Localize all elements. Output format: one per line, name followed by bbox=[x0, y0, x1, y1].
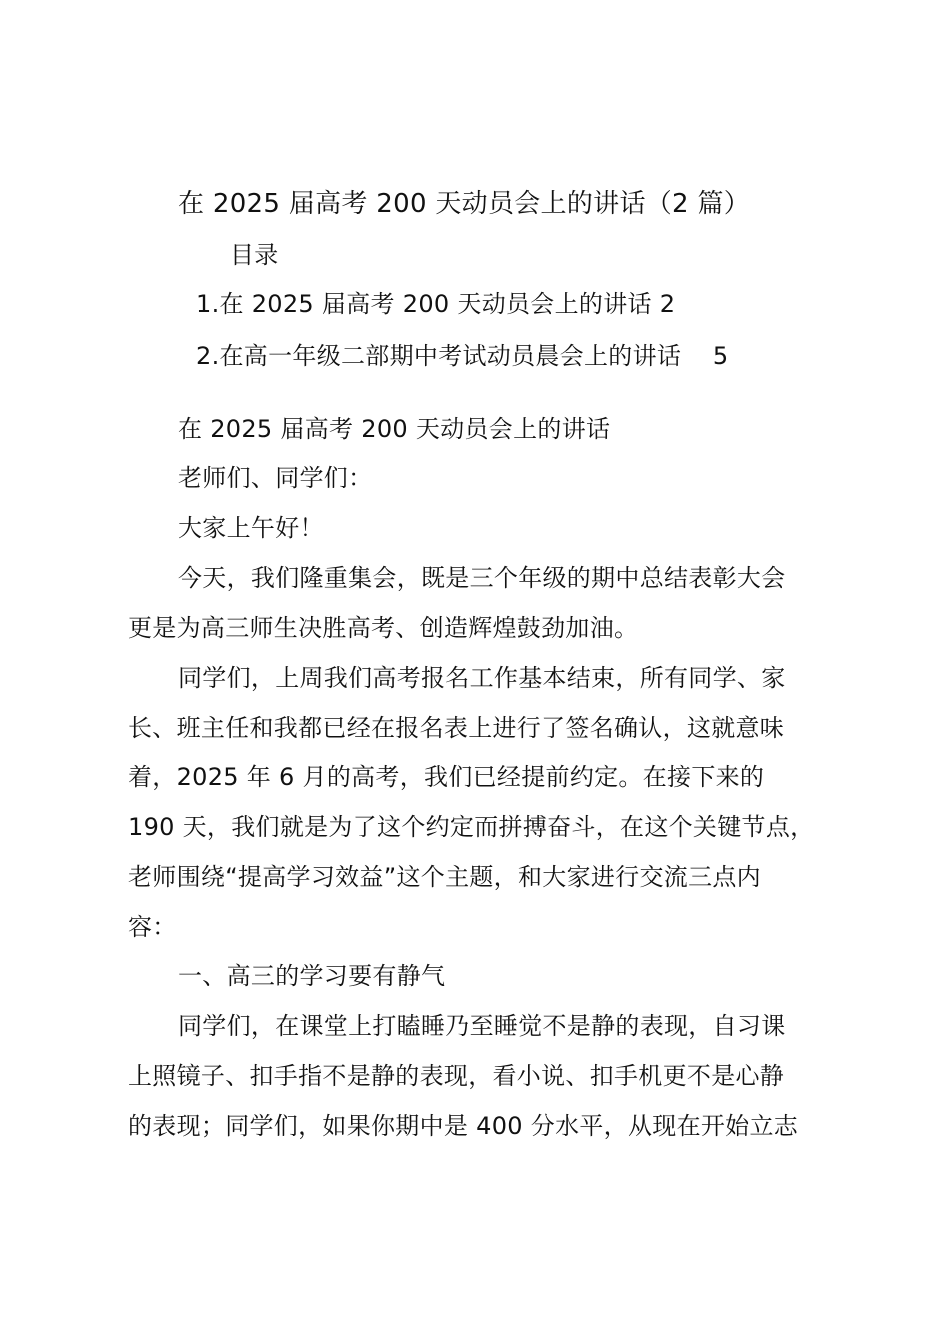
paragraph-line: 上照镜子、扣手指不是静的表现，看小说、扣手机更不是心静 bbox=[128, 1062, 785, 1090]
paragraph-line: 同学们，在课堂上打瞌睡乃至睡觉不是静的表现，自习课 bbox=[178, 1012, 786, 1040]
salutation: 大家上午好！ bbox=[178, 514, 324, 542]
section-title: 在 2025 届高考 200 天动员会上的讲话 bbox=[178, 415, 611, 443]
paragraph-line: 着，2025 年 6 月的高考，我们已经提前约定。在接下来的 bbox=[128, 763, 765, 791]
section-heading: 一、高三的学习要有静气 bbox=[178, 962, 446, 990]
paragraph-line: 更是为高三师生决胜高考、创造辉煌鼓劲加油。 bbox=[128, 614, 639, 642]
toc-item: 1.在 2025 届高考 200 天动员会上的讲话 2 bbox=[196, 290, 676, 318]
paragraph-line: 的表现；同学们，如果你期中是 400 分水平，从现在开始立志 bbox=[128, 1112, 799, 1140]
paragraph-line: 容： bbox=[128, 913, 177, 941]
toc-heading: 目录 bbox=[230, 241, 279, 269]
greeting: 老师们、同学们： bbox=[178, 464, 373, 492]
paragraph-line: 今天，我们隆重集会，既是三个年级的期中总结表彰大会 bbox=[178, 564, 786, 592]
document-title: 在 2025 届高考 200 天动员会上的讲话（2 篇） bbox=[178, 189, 751, 219]
paragraph-line: 老师围绕“提高学习效益”这个主题，和大家进行交流三点内 bbox=[128, 863, 761, 891]
paragraph-line: 190 天，我们就是为了这个约定而拼搏奋斗，在这个关键节点， bbox=[128, 813, 815, 841]
paragraph-line: 长、班主任和我都已经在报名表上进行了签名确认，这就意味 bbox=[128, 714, 785, 742]
toc-item: 2.在高一年级二部期中考试动员晨会上的讲话 5 bbox=[196, 342, 729, 370]
paragraph-line: 同学们，上周我们高考报名工作基本结束，所有同学、家 bbox=[178, 664, 786, 692]
